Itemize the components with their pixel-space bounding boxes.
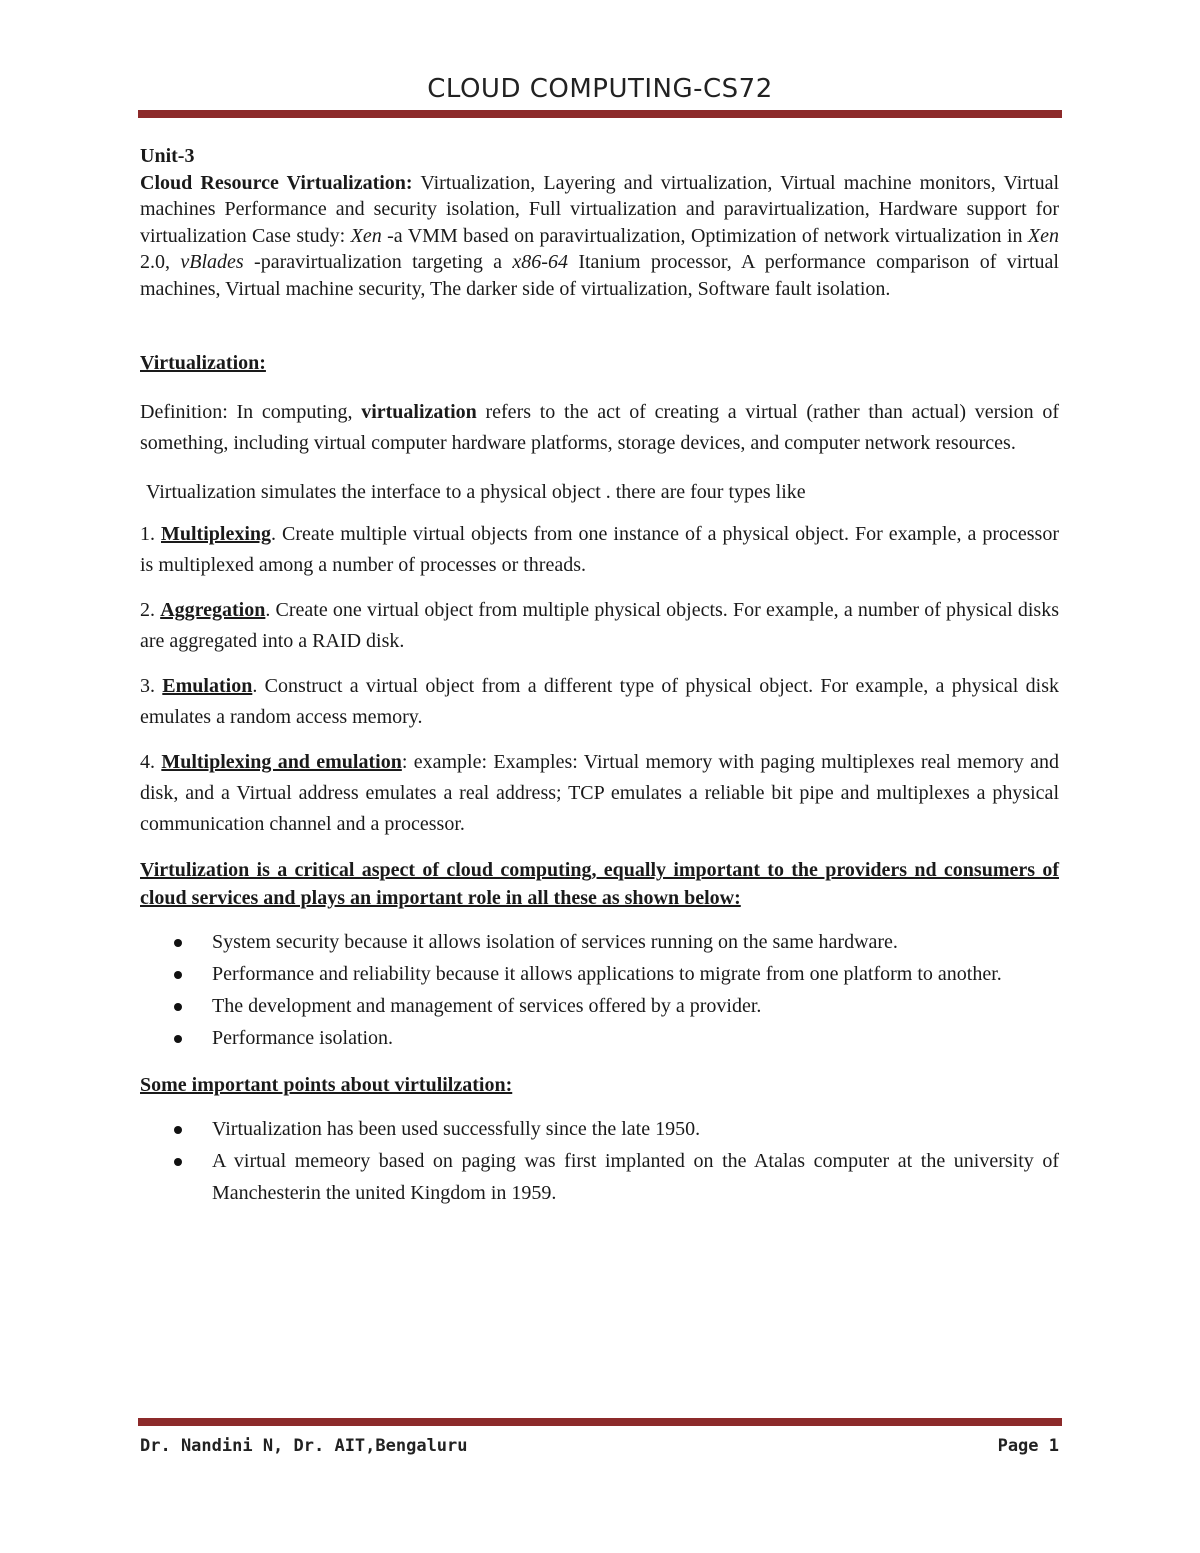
list-item xyxy=(212,990,1059,1022)
list-item xyxy=(212,926,1059,958)
points-list xyxy=(140,1113,1059,1209)
page-header-title: CLOUD COMPUTING-CS72 xyxy=(427,74,773,104)
type-text: : example: Examples: Virtual memory with paging multiplexes real memory and disk, and a Virtual address emulates a real address; TCP emulates a reliable bit pipe and multiplexes a physical communication channel and a processor. xyxy=(140,751,1060,835)
type-text: . Create one virtual object from multiple physical objects. For example, a number of physical disks are aggregated into a RAID disk. xyxy=(140,599,1059,652)
roles-list xyxy=(140,926,1059,1054)
list-item xyxy=(212,958,1059,990)
type-name: Multiplexing and emulation xyxy=(161,751,402,773)
type-number: 3. xyxy=(140,675,163,697)
list-item xyxy=(212,1113,1059,1145)
bullet-icon xyxy=(174,1003,182,1011)
list-item-text: The development and management of services offered by a provider. xyxy=(212,995,762,1017)
document-body xyxy=(140,143,1059,1209)
type-number: 1. xyxy=(140,523,161,545)
list-item xyxy=(212,1022,1059,1054)
syllabus-text: Itanium processor, A performance comparison of virtual machines, Virtual machine security, The darker side of virtualization, Software fault isolation. xyxy=(140,251,1059,300)
syllabus-title: Cloud Resource Virtualization: xyxy=(140,171,413,194)
bullet-icon xyxy=(174,1035,182,1043)
list-item-text: System security because it allows isolation of services running on the same hardware. xyxy=(212,931,898,953)
definition-term: virtualization xyxy=(361,400,477,423)
footer-author: Dr. Nandini N, Dr. AIT,Bengaluru xyxy=(140,1436,468,1456)
list-item-text: A virtual memeory based on paging was first implanted on the Atalas computer at the university of Manchesterin the united Kingdom in 1959. xyxy=(212,1149,1059,1204)
list-item-text: Virtualization has been used successfully since the late 1950. xyxy=(212,1117,701,1140)
definition-text: refers to the act of creating a virtual (rather than actual) version of something, including virtual computer hardware platforms, storage devices, and computer network resources. xyxy=(140,400,1059,454)
points-heading: Some important points about virtulilzation: xyxy=(140,1074,513,1096)
syllabus-italic-xen: Xen xyxy=(350,224,382,247)
definition-paragraph xyxy=(140,397,1059,459)
bullet-icon xyxy=(174,1158,182,1166)
unit-label: Unit-3 xyxy=(140,145,195,167)
list-item-text: Performance isolation. xyxy=(212,1027,394,1049)
definition-prefix: Definition: In computing, xyxy=(140,400,362,423)
syllabus-italic-x86: x86-64 xyxy=(512,251,568,273)
list-item-text: Performance and reliability because it allows applications to migrate from one platform to another. xyxy=(212,963,1002,985)
section-heading-virtualization: Virtualization: xyxy=(140,352,266,374)
bullet-icon xyxy=(174,1126,182,1134)
type-name: Multiplexing xyxy=(161,523,272,545)
list-item xyxy=(212,1145,1059,1209)
syllabus-text: 2.0, xyxy=(140,251,181,273)
syllabus-text: Virtualization, Layering and virtualization, Virtual machine monitors, Virtual machines Performance and security isolation, Full virtualization and paravirtualization, Hardware support for virtualization Case study: xyxy=(140,171,1059,247)
bullet-icon xyxy=(174,971,182,979)
type-item xyxy=(140,747,1059,840)
type-text: . Construct a virtual object from a different type of physical object. For example, a physical disk emulates a random access memory. xyxy=(140,675,1059,728)
syllabus-italic-xen: Xen xyxy=(1027,224,1059,247)
type-number: 2. xyxy=(140,599,161,621)
callout-heading: Virtulization is a critical aspect of cloud computing, equally important to the providers nd consumers of cloud services and plays an important role in all these as shown below: xyxy=(140,859,1059,909)
bullet-icon xyxy=(174,939,182,947)
syllabus-paragraph xyxy=(140,170,1059,303)
syllabus-text: -a VMM based on paravirtualization, Optimization of network virtualization in xyxy=(381,224,1028,247)
type-name: Aggregation xyxy=(160,599,266,621)
type-item xyxy=(140,519,1059,581)
syllabus-text: -paravirtualization targeting a xyxy=(243,251,513,273)
type-text: . Create multiple virtual objects from one instance of a physical object. For example, a processor is multiplexed among a number of processes or threads. xyxy=(140,523,1059,576)
syllabus-italic-vblades: vBlades xyxy=(180,251,244,273)
type-name: Emulation xyxy=(162,675,253,697)
footer-page-number: Page 1 xyxy=(997,1436,1059,1456)
types-intro: Virtualization simulates the interface to a physical object . there are four types like xyxy=(146,480,806,503)
type-item xyxy=(140,595,1059,657)
type-number: 4. xyxy=(140,751,162,773)
type-item xyxy=(140,671,1059,733)
header-rule xyxy=(138,110,1062,118)
footer-rule xyxy=(138,1418,1062,1426)
